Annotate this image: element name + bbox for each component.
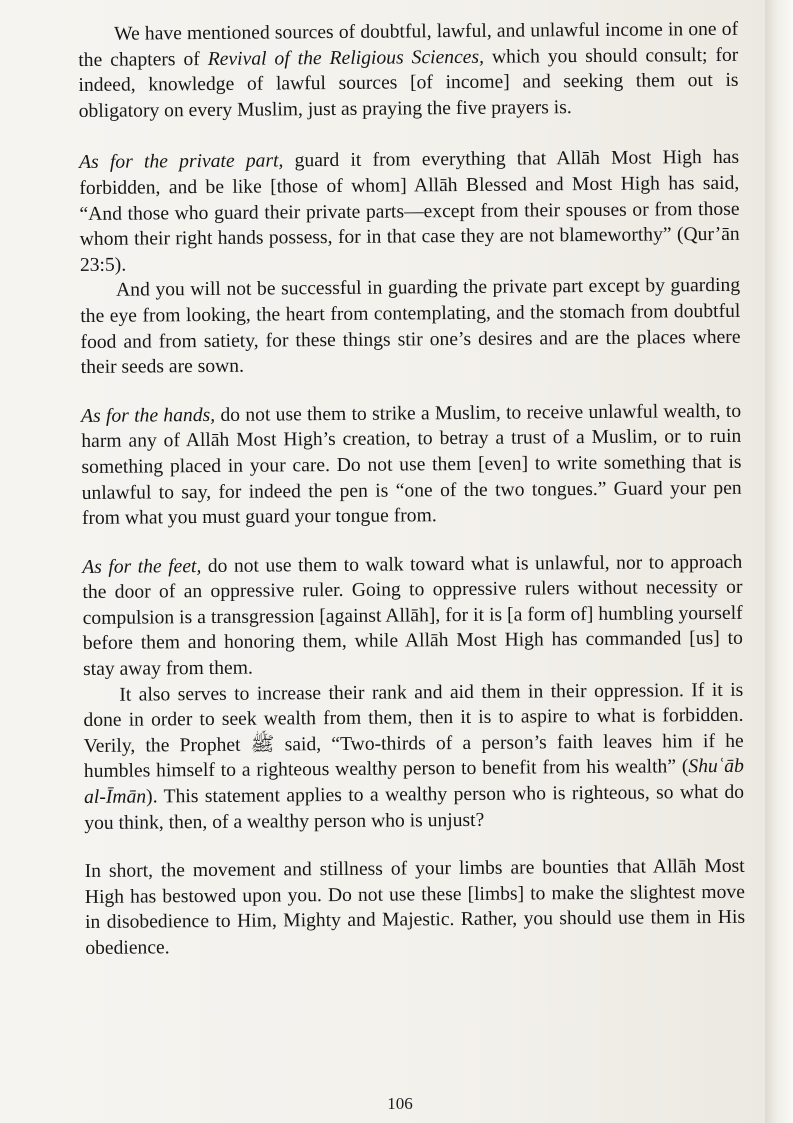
- private-part-paragraph-1: [79, 145, 740, 278]
- summary-paragraph: In short, the movement and stillness of your limbs are bounties that Allāh Most High has bestowed upon you. Do not use these [limbs] to make the slightest move in disobedience to Him, Mighty and Majestic. Rather, you should use them in His obedience.: [84, 856, 746, 959]
- feet-paragraph-2: [83, 677, 744, 836]
- intro-text-after: which you should consult; for indeed, knowledge of lawful sources [of income] and seeking them out is obligatory on every Muslim, just as praying the five prayers is.: [78, 44, 739, 122]
- feet-heading: As for the feet,: [82, 555, 202, 578]
- hands-paragraph: [81, 399, 742, 532]
- intro-text-before: We have mentioned sources of doubtful, lawful, and unlawful income in one of the chapters of: [78, 18, 739, 71]
- feet-text-2-before: It also serves to increase their rank and aid them in their oppression. If it is done in order to seek wealth from them, then it is to aspire to what is forbidden. Verily, the Prophet ﷺ said, “Two-thirds of a person’s faith leaves him if he humbles himself to a righteous wealthy person to benefit from his wealth” (: [83, 679, 744, 783]
- private-part-section: [79, 145, 741, 381]
- feet-text-1: do not use them to walk toward what is unlawful, nor to approach the door of an oppressive ruler. Going to oppressive rulers without necessity or compulsion is a transgression [against Allāh], for it is [a form of] humbling yourself before them and honoring them, while Allāh Most High has commanded [us] to stay away from them.: [82, 551, 743, 681]
- summary-section: [85, 854, 746, 962]
- private-part-paragraph-2: And you will not be successful in guarding the private part except by guarding the eye from looking, the heart from contemplating, and the stomach from doubtful food and from satiety, for these things stir one’s desires and are the places where their seeds are sown.: [80, 275, 741, 379]
- private-part-heading: As for the private part,: [79, 150, 284, 174]
- hands-text: do not use them to strike a Muslim, to receive unlawful wealth, to harm any of Allāh Most High’s creation, to betray a trust of a Muslim, or to ruin something placed in your care. Do not use them [even] to write something that is unlawful to say, for indeed the pen is “one of the two tongues.” Guard your pen from what you must guard your tongue from.: [81, 400, 742, 530]
- page-number: 106: [387, 1094, 413, 1113]
- hands-section: [81, 399, 742, 532]
- intro-section: [78, 17, 739, 125]
- page-edge: [765, 0, 793, 1123]
- book-title: Revival of the Religious Sciences,: [207, 46, 485, 70]
- source-title: Shuʿāb al-Īmān: [84, 756, 744, 809]
- page-body: [78, 17, 746, 985]
- feet-paragraph-1: [82, 549, 743, 682]
- feet-section: [82, 549, 744, 836]
- feet-text-2-after: ). This statement applies to a wealthy person who is righteous, so what do you think, then, of a wealthy person who is unjust?: [84, 781, 745, 834]
- private-part-text-1: guard it from everything that Allāh Most High has forbidden, and be like [those of whom] Allāh Blessed and Most High has said, “And those who guard their private parts—except from their spouses or from those whom their right hands possess, for in that case they are not blameworthy” (Qur’ān 23:5).: [79, 147, 740, 276]
- intro-paragraph: [78, 17, 739, 125]
- hands-heading: As for the hands,: [81, 404, 216, 427]
